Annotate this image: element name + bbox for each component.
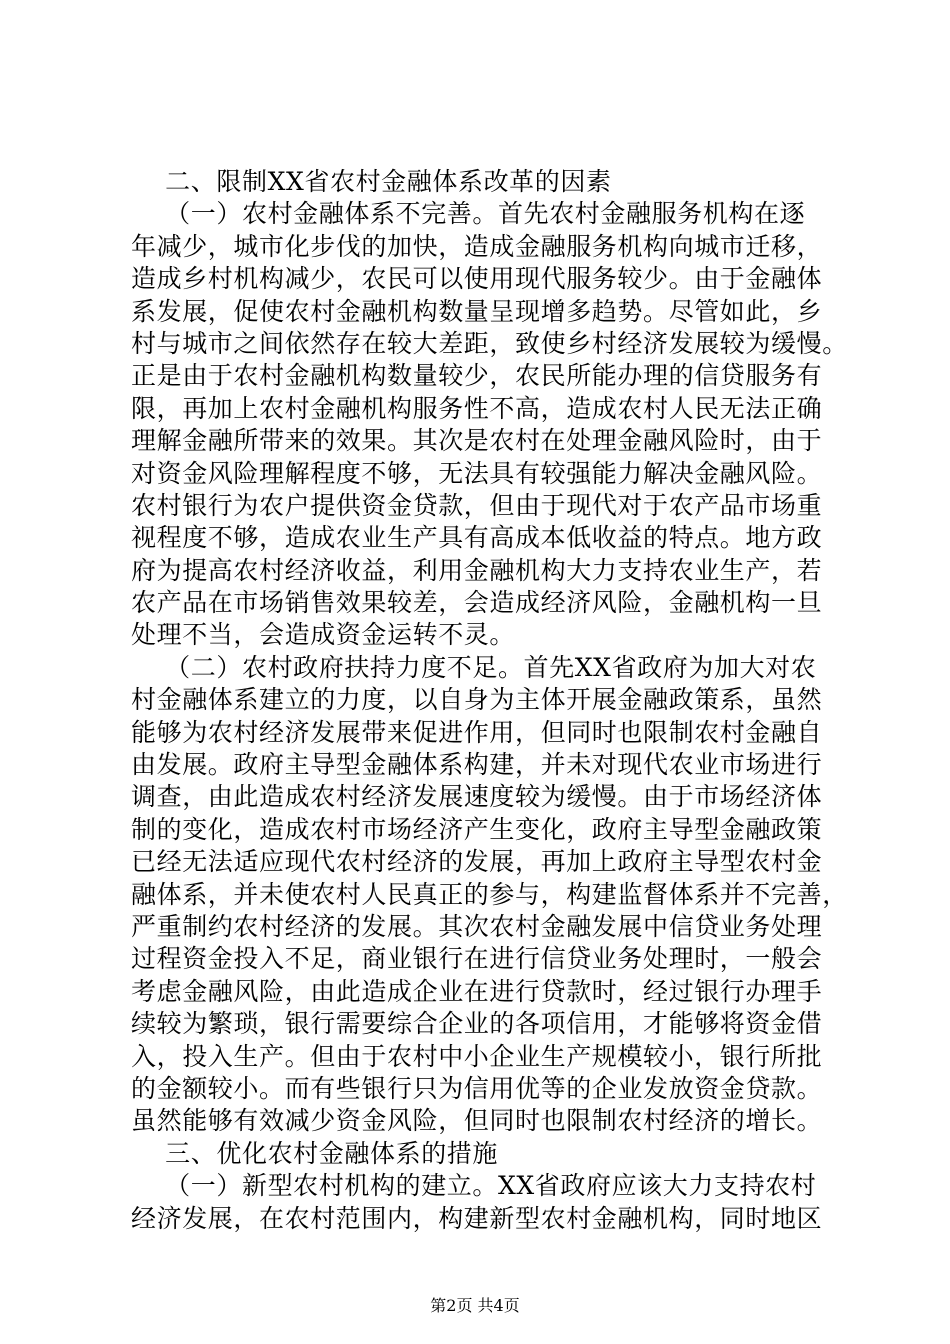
text-line: 二、限制XX省农村金融体系改革的因素 bbox=[131, 167, 612, 196]
text-line: （一）农村金融体系不完善。首先农村金融服务机构在逐 bbox=[131, 199, 806, 229]
text-line: 系发展，促使农村金融机构数量呈现增多趋势。尽管如此，乡 bbox=[131, 296, 823, 326]
document-body bbox=[131, 166, 848, 1235]
text-line: 过程资金投入不足，商业银行在进行信贷业务处理时，一般会 bbox=[131, 944, 823, 974]
text-line: 由发展。政府主导型金融体系构建，并未对现代农业市场进行 bbox=[131, 750, 823, 780]
text-line: 对资金风险理解程度不够，无法具有较强能力解决金融风险。 bbox=[131, 458, 823, 488]
text-line: 经济发展，在农村范围内，构建新型农村金融机构，同时地区 bbox=[131, 1203, 823, 1233]
text-line: 考虑金融风险，由此造成企业在进行贷款时，经过银行办理手 bbox=[131, 976, 823, 1006]
text-line: 村与城市之间依然存在较大差距，致使乡村经济发展较为缓慢。 bbox=[131, 328, 848, 358]
text-line: 入，投入生产。但由于农村中小企业生产规模较小，银行所批 bbox=[131, 1041, 823, 1071]
text-line: 农村银行为农户提供资金贷款，但由于现代对于农产品市场重 bbox=[131, 490, 823, 520]
text-line: 村金融体系建立的力度，以自身为主体开展金融政策系，虽然 bbox=[131, 685, 823, 715]
text-line: 正是由于农村金融机构数量较少，农民所能办理的信贷服务有 bbox=[131, 361, 823, 391]
text-line: 的金额较小。而有些银行只为信用优等的企业发放资金贷款。 bbox=[131, 1073, 823, 1103]
text-line: 已经无法适应现代农村经济的发展，再加上政府主导型农村金 bbox=[131, 847, 823, 877]
text-line: 制的变化，造成农村市场经济产生变化，政府主导型金融政策 bbox=[131, 814, 823, 844]
text-line: 融体系，并未使农村人民真正的参与，构建监督体系并不完善， bbox=[131, 879, 848, 909]
text-line: 三、优化农村金融体系的措施 bbox=[131, 1138, 498, 1168]
text-line: 续较为繁琐，银行需要综合企业的各项信用，才能够将资金借 bbox=[131, 1009, 823, 1039]
text-line: 视程度不够，造成农业生产具有高成本低收益的特点。地方政 bbox=[131, 523, 823, 553]
text-line: 处理不当，会造成资金运转不灵。 bbox=[131, 620, 516, 650]
text-line: 年减少，城市化步伐的加快，造成金融服务机构向城市迁移， bbox=[131, 231, 823, 261]
text-line: 调查，由此造成农村经济发展速度较为缓慢。由于市场经济体 bbox=[131, 782, 823, 812]
text-line: （二）农村政府扶持力度不足。首先XX省政府为加大对农 bbox=[131, 652, 817, 682]
text-line: 限，再加上农村金融机构服务性不高，造成农村人民无法正确 bbox=[131, 393, 823, 423]
text-line: 造成乡村机构减少，农民可以使用现代服务较少。由于金融体 bbox=[131, 264, 823, 294]
text-line: 能够为农村经济发展带来促进作用，但同时也限制农村金融自 bbox=[131, 717, 823, 747]
text-line: 虽然能够有效减少资金风险，但同时也限制农村经济的增长。 bbox=[131, 1106, 823, 1136]
text-line: 严重制约农村经济的发展。其次农村金融发展中信贷业务处理 bbox=[131, 911, 823, 941]
text-line: 理解金融所带来的效果。其次是农村在处理金融风险时，由于 bbox=[131, 426, 823, 456]
text-line: 府为提高农村经济收益，利用金融机构大力支持农业生产，若 bbox=[131, 555, 823, 585]
text-line: （一）新型农村机构的建立。XX省政府应该大力支持农村 bbox=[131, 1171, 817, 1201]
text-line: 农产品在市场销售效果较差，会造成经济风险，金融机构一旦 bbox=[131, 588, 823, 618]
page-number-footer: 第2页 共4页 bbox=[430, 1296, 520, 1315]
